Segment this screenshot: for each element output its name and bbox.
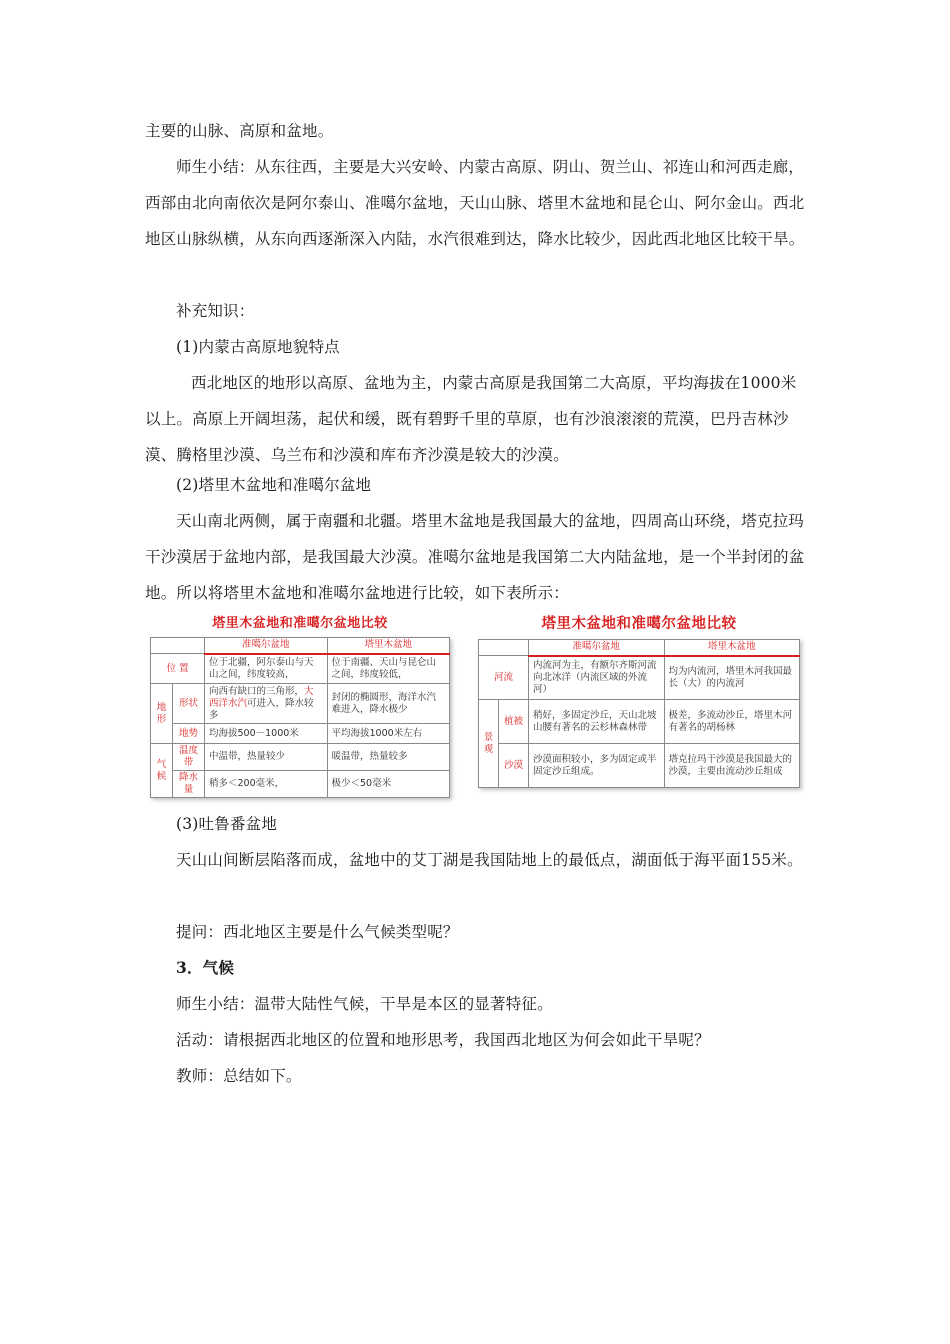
table-cell: 位于北疆，阿尔泰山与天山之间，纬度较高， bbox=[205, 654, 328, 684]
comparison-table-left bbox=[150, 612, 450, 798]
paragraph: 天山南北两侧，属于南疆和北疆。塔里木盆地是我国最大的盆地，四周高山环绕，塔克拉玛干沙漠居于盆地内部，是我国最大沙漠。准噶尔盆地是我国第二大内陆盆地，是一个半封闭的盆地。所以将塔里木盆地和准噶尔盆地进行比较，如下表所示： bbox=[145, 512, 805, 602]
table-cell: 极差，多流动沙丘，塔里木河有著名的胡杨林 bbox=[664, 700, 800, 744]
table-cell: 位于南疆、天山与昆仑山之间，纬度较低， bbox=[327, 654, 450, 684]
subheading: (3)吐鲁番盆地 bbox=[176, 815, 278, 833]
table-cell bbox=[205, 684, 328, 724]
row-group-label: 景观 bbox=[479, 700, 499, 788]
table-cell: 平均海拔1000米左右 bbox=[327, 724, 450, 744]
col-header: 塔里木盆地 bbox=[664, 640, 800, 656]
subheading: (2)塔里木盆地和准噶尔盆地 bbox=[176, 476, 372, 494]
text: 可进入，降水较多 bbox=[209, 697, 314, 721]
text: 向西有缺口的三角形， bbox=[209, 685, 305, 697]
paragraph: 西北地区的地形以高原、盆地为主，内蒙古高原是我国第二大高原，平均海拔在1000米以上。高原上开阔坦荡，起伏和缓，既有碧野千里的草原，也有沙浪滚滚的荒漠，巴丹吉林沙漠、腾格里沙漠、乌兰布和沙漠和库布齐沙漠是较大的沙漠。 bbox=[145, 374, 797, 464]
paragraph: 提问：西北地区主要是什么气候类型呢？ bbox=[176, 923, 459, 941]
table-corner bbox=[151, 638, 205, 654]
row-label: 降水量 bbox=[173, 771, 205, 798]
table-cell: 内流河为主，有额尔齐斯河流向北冰洋（内流区域的外流河） bbox=[529, 656, 665, 700]
highlight-text: 大西洋水汽 bbox=[209, 685, 314, 709]
table-cell: 沙漠面积较小，多为固定或半固定沙丘组成。 bbox=[529, 744, 665, 788]
table-cell: 均海拔500－1000米 bbox=[205, 724, 328, 744]
row-label: 沙漠 bbox=[499, 744, 529, 788]
paragraph: 师生小结：从东往西，主要是大兴安岭、内蒙古高原、阴山、贺兰山、祁连山和河西走廊，西部由北向南依次是阿尔泰山、准噶尔盆地，天山山脉、塔里木盆地和昆仑山、阿尔金山。西北地区山脉纵横，从东向西逐渐深入内陆，水汽很难到达，降水比较少，因此西北地区比较干旱。 bbox=[145, 158, 805, 248]
row-group-label: 气候 bbox=[151, 744, 173, 798]
paragraph: 主要的山脉、高原和盆地。 bbox=[145, 122, 334, 140]
row-label: 河流 bbox=[479, 656, 529, 700]
table-cell: 均为内流河，塔里木河我国最长（大）的内流河 bbox=[664, 656, 800, 700]
section-heading: 3．气候 bbox=[176, 958, 235, 977]
row-label: 位 置 bbox=[151, 654, 205, 684]
row-label: 地势 bbox=[173, 724, 205, 744]
row-group-label: 地形 bbox=[151, 684, 173, 744]
subheading: (1)内蒙古高原地貌特点 bbox=[176, 338, 340, 356]
col-header: 准噶尔盆地 bbox=[529, 640, 665, 656]
comparison-table-right bbox=[478, 612, 800, 788]
table-cell: 极少＜50毫米 bbox=[327, 771, 450, 798]
paragraph: 活动：请根据西北地区的位置和地形思考，我国西北地区为何会如此干旱呢？ bbox=[176, 1031, 710, 1049]
table-title: 塔里木盆地和准噶尔盆地比较 bbox=[212, 616, 388, 631]
paragraph: 补充知识： bbox=[176, 302, 255, 320]
row-label: 温度带 bbox=[173, 744, 205, 771]
table-cell: 封闭的椭圆形，海洋水汽难进入，降水极少 bbox=[327, 684, 450, 724]
table-cell: 中温带，热量较少 bbox=[205, 744, 328, 771]
table-cell: 暖温带，热量较多 bbox=[327, 744, 450, 771]
paragraph: 教师：总结如下。 bbox=[176, 1067, 302, 1085]
table-title: 塔里木盆地和准噶尔盆地比较 bbox=[541, 616, 737, 632]
paragraph: 师生小结：温带大陆性气候，干旱是本区的显著特征。 bbox=[176, 995, 553, 1013]
row-label: 植被 bbox=[499, 700, 529, 744]
table-cell: 稍好，多固定沙丘，天山北坡山腰有著名的云杉林森林带 bbox=[529, 700, 665, 744]
col-header: 塔里木盆地 bbox=[327, 638, 450, 654]
paragraph: 天山山间断层陷落而成，盆地中的艾丁湖是我国陆地上的最低点，湖面低于海平面155米。 bbox=[176, 851, 803, 869]
row-label: 形状 bbox=[173, 684, 205, 724]
col-header: 准噶尔盆地 bbox=[205, 638, 328, 654]
table-corner bbox=[479, 640, 529, 656]
table-cell: 稍多＜200毫米， bbox=[205, 771, 328, 798]
table-cell: 塔克拉玛干沙漠是我国最大的沙漠，主要由流动沙丘组成 bbox=[664, 744, 800, 788]
